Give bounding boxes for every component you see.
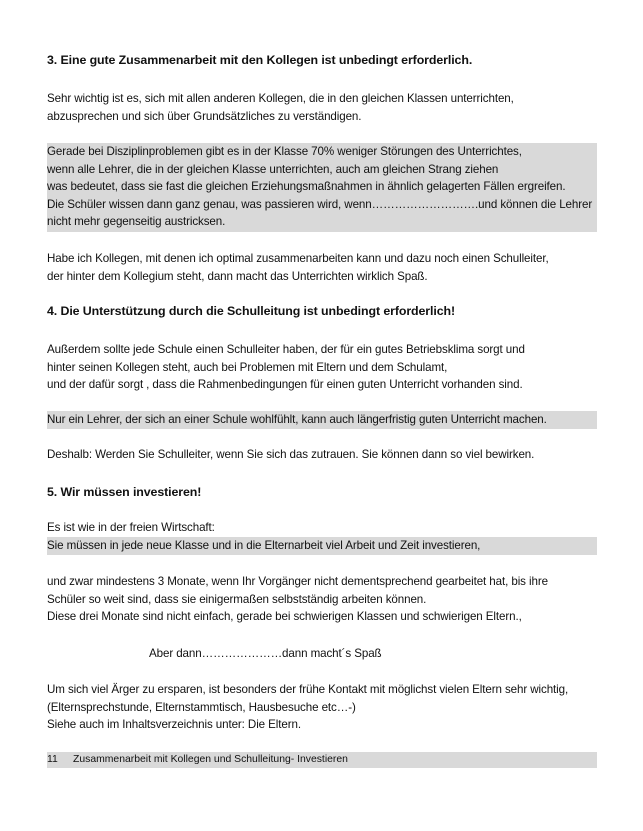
section-5-heading: 5. Wir müssen investieren! <box>47 485 202 499</box>
section-4-closing: Deshalb: Werden Sie Schulleiter, wenn Sie sich das zutrauen. Sie können dann so viel bewirken. <box>47 448 535 461</box>
paragraph-line: Die Schüler wissen dann ganz genau, was passieren wird, wenn……………………….und können die Lehrer <box>47 197 593 211</box>
paragraph-line: Habe ich Kollegen, mit denen ich optimal zusammenarbeiten kann und dazu noch einen Schulleiter, <box>47 252 549 265</box>
paragraph-line: und zwar mindestens 3 Monate, wenn Ihr Vorgänger nicht dementsprechend gearbeitet hat, bis ihre <box>47 575 548 588</box>
paragraph-line: Sehr wichtig ist es, sich mit allen anderen Kollegen, die in den gleichen Klassen unterrichten, <box>47 92 514 105</box>
footer-title: Zusammenarbeit mit Kollegen und Schulleitung- Investieren <box>73 754 348 765</box>
paragraph-line: Um sich viel Ärger zu ersparen, ist besonders der frühe Kontakt mit möglichst vielen Eltern sehr wichtig, <box>47 683 569 696</box>
paragraph-line: was bedeutet, dass sie fast die gleichen Erziehungsmaßnahmen in ähnlich gelagerten Fällen ergreifen. <box>47 180 566 193</box>
page-number: 11 <box>47 754 58 765</box>
section-3-highlight <box>47 143 597 232</box>
paragraph-line: nicht mehr gegenseitig austricksen. <box>47 215 226 228</box>
paragraph-line: Schüler so weit sind, dass sie einigermaßen selbstständig arbeiten können. <box>47 592 427 606</box>
paragraph-line: Gerade bei Disziplinproblemen gibt es in der Klasse 70% weniger Störungen des Unterrichtes, <box>47 145 522 158</box>
paragraph-line: Diese drei Monate sind nicht einfach, gerade bei schwierigen Klassen und schwierigen Eltern., <box>47 610 522 623</box>
section-5-body <box>47 573 597 626</box>
paragraph-line: (Elternsprechstunde, Elternstammtisch, Hausbesuche etc…-) <box>47 700 356 714</box>
section-3-intro <box>47 90 597 125</box>
section-4-heading: 4. Die Unterstützung durch die Schulleitung ist unbedingt erforderlich! <box>47 304 456 318</box>
page-footer <box>47 752 597 768</box>
section-5-lead: Es ist wie in der freien Wirtschaft: <box>47 521 215 534</box>
section-3-heading: 3. Eine gute Zusammenarbeit mit den Kollegen ist unbedingt erforderlich. <box>47 53 473 67</box>
section-5-closing <box>47 681 597 734</box>
paragraph-line: hinter seinen Kollegen steht, auch bei Problemen mit Eltern und dem Schulamt, <box>47 360 448 374</box>
section-4-highlight: Nur ein Lehrer, der sich an einer Schule wohlfühlt, kann auch längerfristig guten Unterricht machen. <box>47 411 597 429</box>
section-4-body <box>47 341 597 394</box>
paragraph-line: abzusprechen und sich über Grundsätzliches zu verständigen. <box>47 109 362 123</box>
paragraph-line: der hinter dem Kollegium steht, dann macht das Unterrichten wirklich Spaß. <box>47 269 428 283</box>
paragraph-line: Siehe auch im Inhaltsverzeichnis unter: Die Eltern. <box>47 718 301 731</box>
section-3-closing <box>47 250 597 285</box>
paragraph-line: Außerdem sollte jede Schule einen Schulleiter haben, der für ein gutes Betriebsklima sorgt und <box>47 343 525 356</box>
paragraph-line: und der dafür sorgt , dass die Rahmenbedingungen für einen guten Unterricht vorhanden sind. <box>47 378 523 391</box>
section-5-centered-line: Aber dann…………………dann macht´s Spaß <box>149 647 382 660</box>
section-5-highlight: Sie müssen in jede neue Klasse und in die Elternarbeit viel Arbeit und Zeit investieren, <box>47 537 597 555</box>
paragraph-line: wenn alle Lehrer, die in der gleichen Klasse unterrichten, auch am gleichen Strang ziehen <box>47 162 499 176</box>
